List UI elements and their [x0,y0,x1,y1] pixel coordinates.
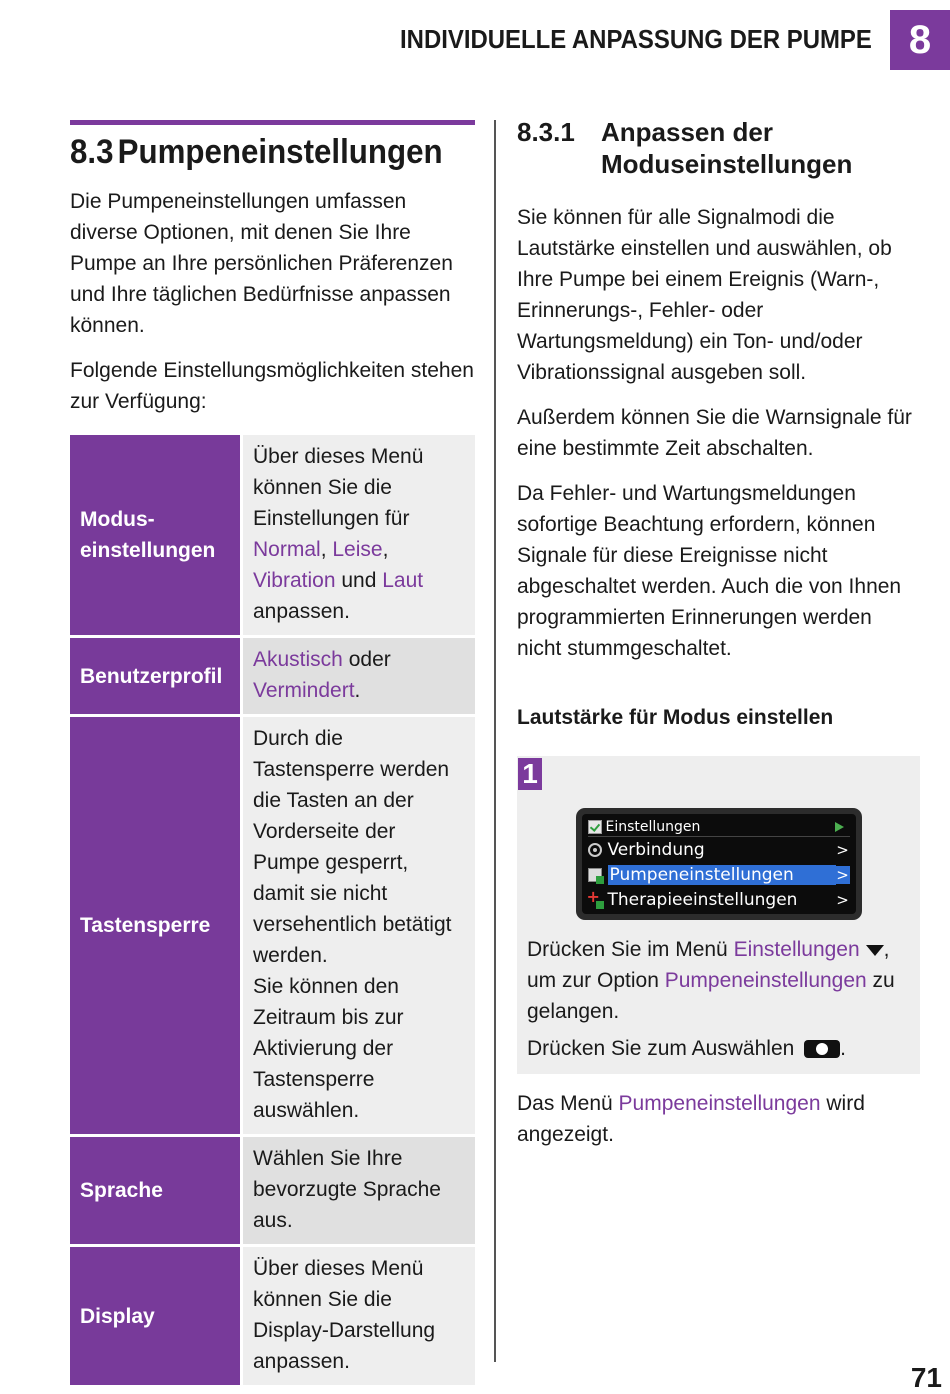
screen-title: Einstellungen [605,818,701,835]
desc-sep: oder [342,648,391,671]
row-desc-modus [243,435,475,638]
screen-menu-item-selected[interactable] [588,863,850,887]
table-row [70,717,475,1137]
row-key-modus: Modus- einstellungen [70,435,243,638]
step-box [517,756,920,1074]
section-intro: Die Pumpeneinstellungen umfassen diverse Optionen, mit denen Sie Ihre Pumpe an Ihre persönlichen Präferenzen und Ihre täglichen Bedürfnisse anpassen können. [70,190,453,337]
desc-text: . [354,679,361,702]
table-row [70,1247,475,1388]
settings-check-icon [588,820,602,834]
desc-text: Über dieses Menü können Sie die Einstellungen für [253,445,424,530]
result-part: wird angezeigt. [517,1092,865,1146]
subsection-p1: Sie können für alle Signalmodi die Lautstärke einstellen und auswählen, ob Ihre Pumpe bei einem Ereignis (Warn-, Erinnerungs-, Fehler- oder Wartungsmeldung) ein Ton- und/oder Vibrationssignal ausgeben soll. [517,206,892,384]
subsection-heading [517,116,920,180]
desc-text: anpassen. [253,600,350,623]
section-lead: Folgende Einstellungsmöglichkeiten stehen zur Verfügung: [70,359,474,413]
row-desc-display: Über dieses Menü können Sie die Display-Darstellung anpassen. [243,1247,475,1388]
result-part: Das Menü [517,1092,619,1115]
section-heading [70,133,443,172]
screen-title-bar [588,817,850,837]
link-normal[interactable]: Normal [253,538,321,561]
column-divider [494,120,496,1362]
table-row [70,1137,475,1247]
link-laut[interactable]: Laut [382,569,424,592]
menu-item-label: Therapieeinstellungen [607,890,798,910]
page-number: 71 [910,1362,942,1393]
result-text [517,1088,920,1150]
desc-sep: und [335,569,383,592]
menu-item-label: Verbindung [607,840,705,860]
desc-text: Sie können den Zeitraum bis zur Aktivierung der Tastensperre auswählen. [253,975,404,1122]
settings-table [70,435,475,1388]
menu-item-label: Pumpeneinstellungen [608,865,836,885]
therapy-icon [588,893,602,907]
table-row [70,435,475,638]
screen-menu-item[interactable] [588,888,850,912]
step-group-heading: Lautstärke für Modus einstellen [517,706,834,729]
right-column [517,116,920,1150]
link-einstellungen[interactable]: Einstellungen [733,938,860,961]
row-key-display: Display [70,1247,243,1388]
chapter-badge: 8 [890,10,950,70]
instr-text: , [883,938,890,961]
pump-display [576,808,862,920]
section-rule [70,120,475,125]
select-button-icon [804,1040,840,1058]
header-title: INDIVIDUELLE ANPASSUNG DER PUMPE [400,24,872,54]
subsection-p2: Außerdem können Sie die Warnsignale für eine bestimmte Zeit abschalten. [517,406,912,460]
desc-sep: , [320,538,333,561]
instr-text: zu gelangen. [527,969,895,1023]
chevron-right-icon: > [836,891,849,909]
subsection-number: 8.3.1 [517,117,575,147]
link-pumpeneinstellungen-result[interactable]: Pumpeneinstellungen [618,1092,821,1115]
link-pumpeneinstellungen[interactable]: Pumpeneinstellungen [664,969,867,992]
row-desc-tastensperre [243,717,475,1137]
subsection-title: Anpassen der Moduseinstellungen [601,117,853,179]
link-vibration[interactable]: Vibration [253,569,336,592]
pump-screen [582,814,856,914]
instr-text: Drücken Sie im Menü [527,938,734,961]
instr-text: Drücken Sie zum Auswählen [527,1037,795,1060]
row-key-benutzerprofil: Benutzerprofil [70,638,243,717]
screen-menu-item[interactable] [588,838,850,862]
connection-icon [588,843,602,857]
row-key-tastensperre: Tastensperre [70,717,243,1137]
link-leise[interactable]: Leise [332,538,383,561]
desc-sep: , [382,538,389,561]
link-akustisch[interactable]: Akustisch [253,648,343,671]
row-desc-benutzerprofil [243,638,475,717]
step-instruction-1 [517,934,920,1027]
step-number: 1 [518,758,542,790]
desc-text: Durch die Tastensperre werden die Tasten an der Vorderseite der Pumpe gesperrt, damit sie nicht versehentlich betätigt werden. [253,727,452,967]
table-row [70,638,475,717]
row-key-sprache: Sprache [70,1137,243,1247]
arrow-down-icon [866,945,884,956]
instr-text: . [840,1037,846,1060]
play-icon [835,822,844,832]
left-column [70,120,475,1388]
pump-settings-icon [588,868,602,882]
chevron-right-icon: > [836,841,849,859]
section-number: 8.3 [70,133,114,171]
section-title: Pumpeneinstellungen [117,133,443,171]
instr-text: um zur Option [527,969,665,992]
chevron-right-icon: > [836,866,849,884]
row-desc-sprache: Wählen Sie Ihre bevorzugte Sprache aus. [243,1137,475,1247]
subsection-p3: Da Fehler- und Wartungsmeldungen sofortige Beachtung erfordern, können Signale für diese Ereignisse nicht abgeschaltet werden. Auch die von Ihnen programmierten Erinnerungen werden nicht stummgeschaltet. [517,482,902,660]
step-instruction-2 [517,1033,920,1064]
link-vermindert[interactable]: Vermindert [253,679,355,702]
